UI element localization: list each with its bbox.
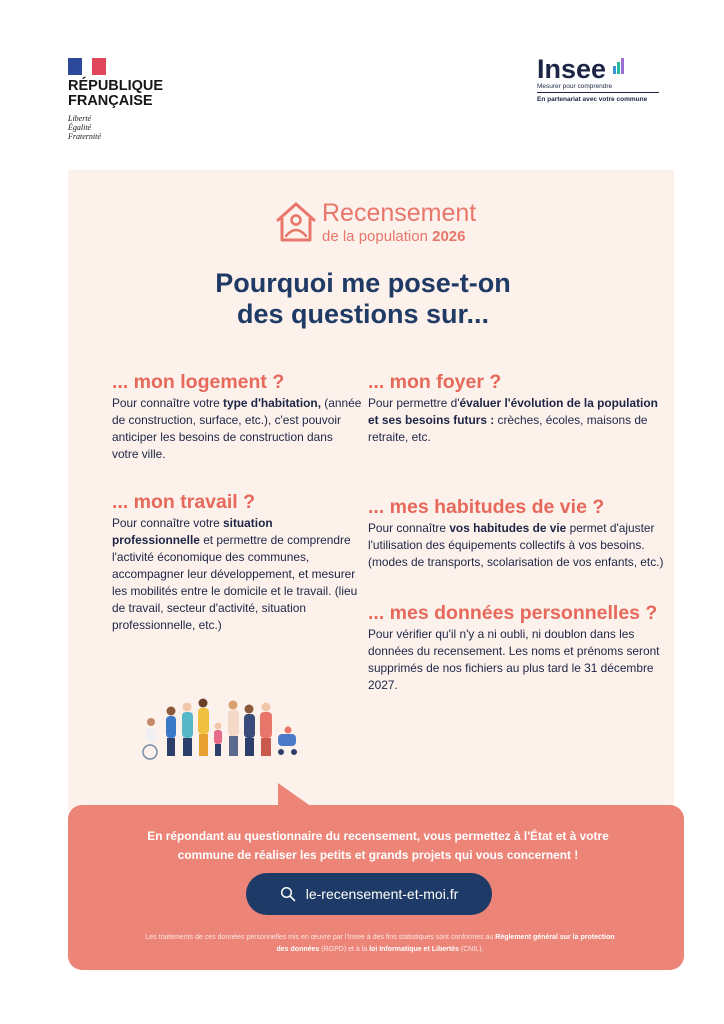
section-habitudes [368, 496, 668, 571]
rf-name: RÉPUBLIQUE FRANÇAISE [68, 78, 164, 109]
legal-notice: Les traitements de ces données personnelles mis en œuvre par l'Insee à des fins statistiques sont conformes au Règlement général sur la protection des données (RGPD) et à la loi Informatique et Libertés (CNIL). [145, 934, 615, 953]
section-body: Pour permettre d'évaluer l'évolution de la population et ses besoins futurs : crèches, écoles, maisons de retraite, etc. [368, 396, 658, 444]
section-title: ... mes données personnelles ? [368, 602, 658, 624]
insee-tagline: Mesurer pour comprendre [537, 83, 659, 93]
section-foyer [368, 371, 658, 446]
insee-logo [537, 55, 667, 103]
insee-partner-text: En partenariat avec votre commune [537, 96, 648, 103]
website-link-label: le-recensement-et-moi.fr [305, 886, 459, 902]
section-body: Pour connaître votre situation professionnelle et permettre de comprendre l'activité économique des communes, accompagner leur développement, et mesurer les mobilités entre le domicile et le travail. (lieu de travail, secteur d'activité, situation professionnelle, etc.) [112, 516, 358, 632]
section-body: Pour vérifier qu'il n'y a ni oubli, ni doublon dans les données du recensement. Les noms et prénoms seront supprimés de nos fichiers au plus tard le 31 décembre 2027. [368, 627, 660, 692]
page-title: Pourquoi me pose-t-on des questions sur... [215, 268, 511, 329]
banner-text: En répondant au questionnaire du recensement, vous permettez à l'État et à votre commune de réaliser les petits et grands projets qui vous concernent ! [147, 829, 609, 862]
section-body: Pour connaître votre type d'habitation, (année de construction, surface, etc.), c'est pouvoir anticiper les besoins de construction dans votre ville. [112, 396, 362, 461]
republique-francaise-logo [68, 58, 188, 141]
census-title: Recensement [322, 199, 477, 227]
section-donnees [368, 602, 668, 694]
rf-motto: Liberté Égalité Fraternité [68, 114, 101, 141]
section-travail [112, 491, 362, 634]
section-title: ... mon foyer ? [368, 371, 502, 393]
french-flag-icon [68, 58, 106, 75]
banner-notch [278, 783, 312, 807]
people-crowd-illustration [136, 690, 316, 760]
insee-wordmark: Insee [537, 54, 607, 84]
census-subtitle: de la population 2026 [322, 228, 466, 245]
website-link-button[interactable] [246, 873, 492, 915]
section-title: ... mon travail ? [112, 491, 256, 513]
insee-bars-icon [613, 55, 625, 74]
section-title: ... mon logement ? [112, 371, 285, 393]
section-body: Pour connaître vos habitudes de vie permet d'ajuster l'utilisation des équipements collectifs à vos besoins. (modes de transports, scolarisation de vos enfants, etc.) [368, 521, 664, 569]
search-icon [280, 886, 296, 902]
section-title: ... mes habitudes de vie ? [368, 496, 605, 518]
section-logement [112, 371, 362, 463]
